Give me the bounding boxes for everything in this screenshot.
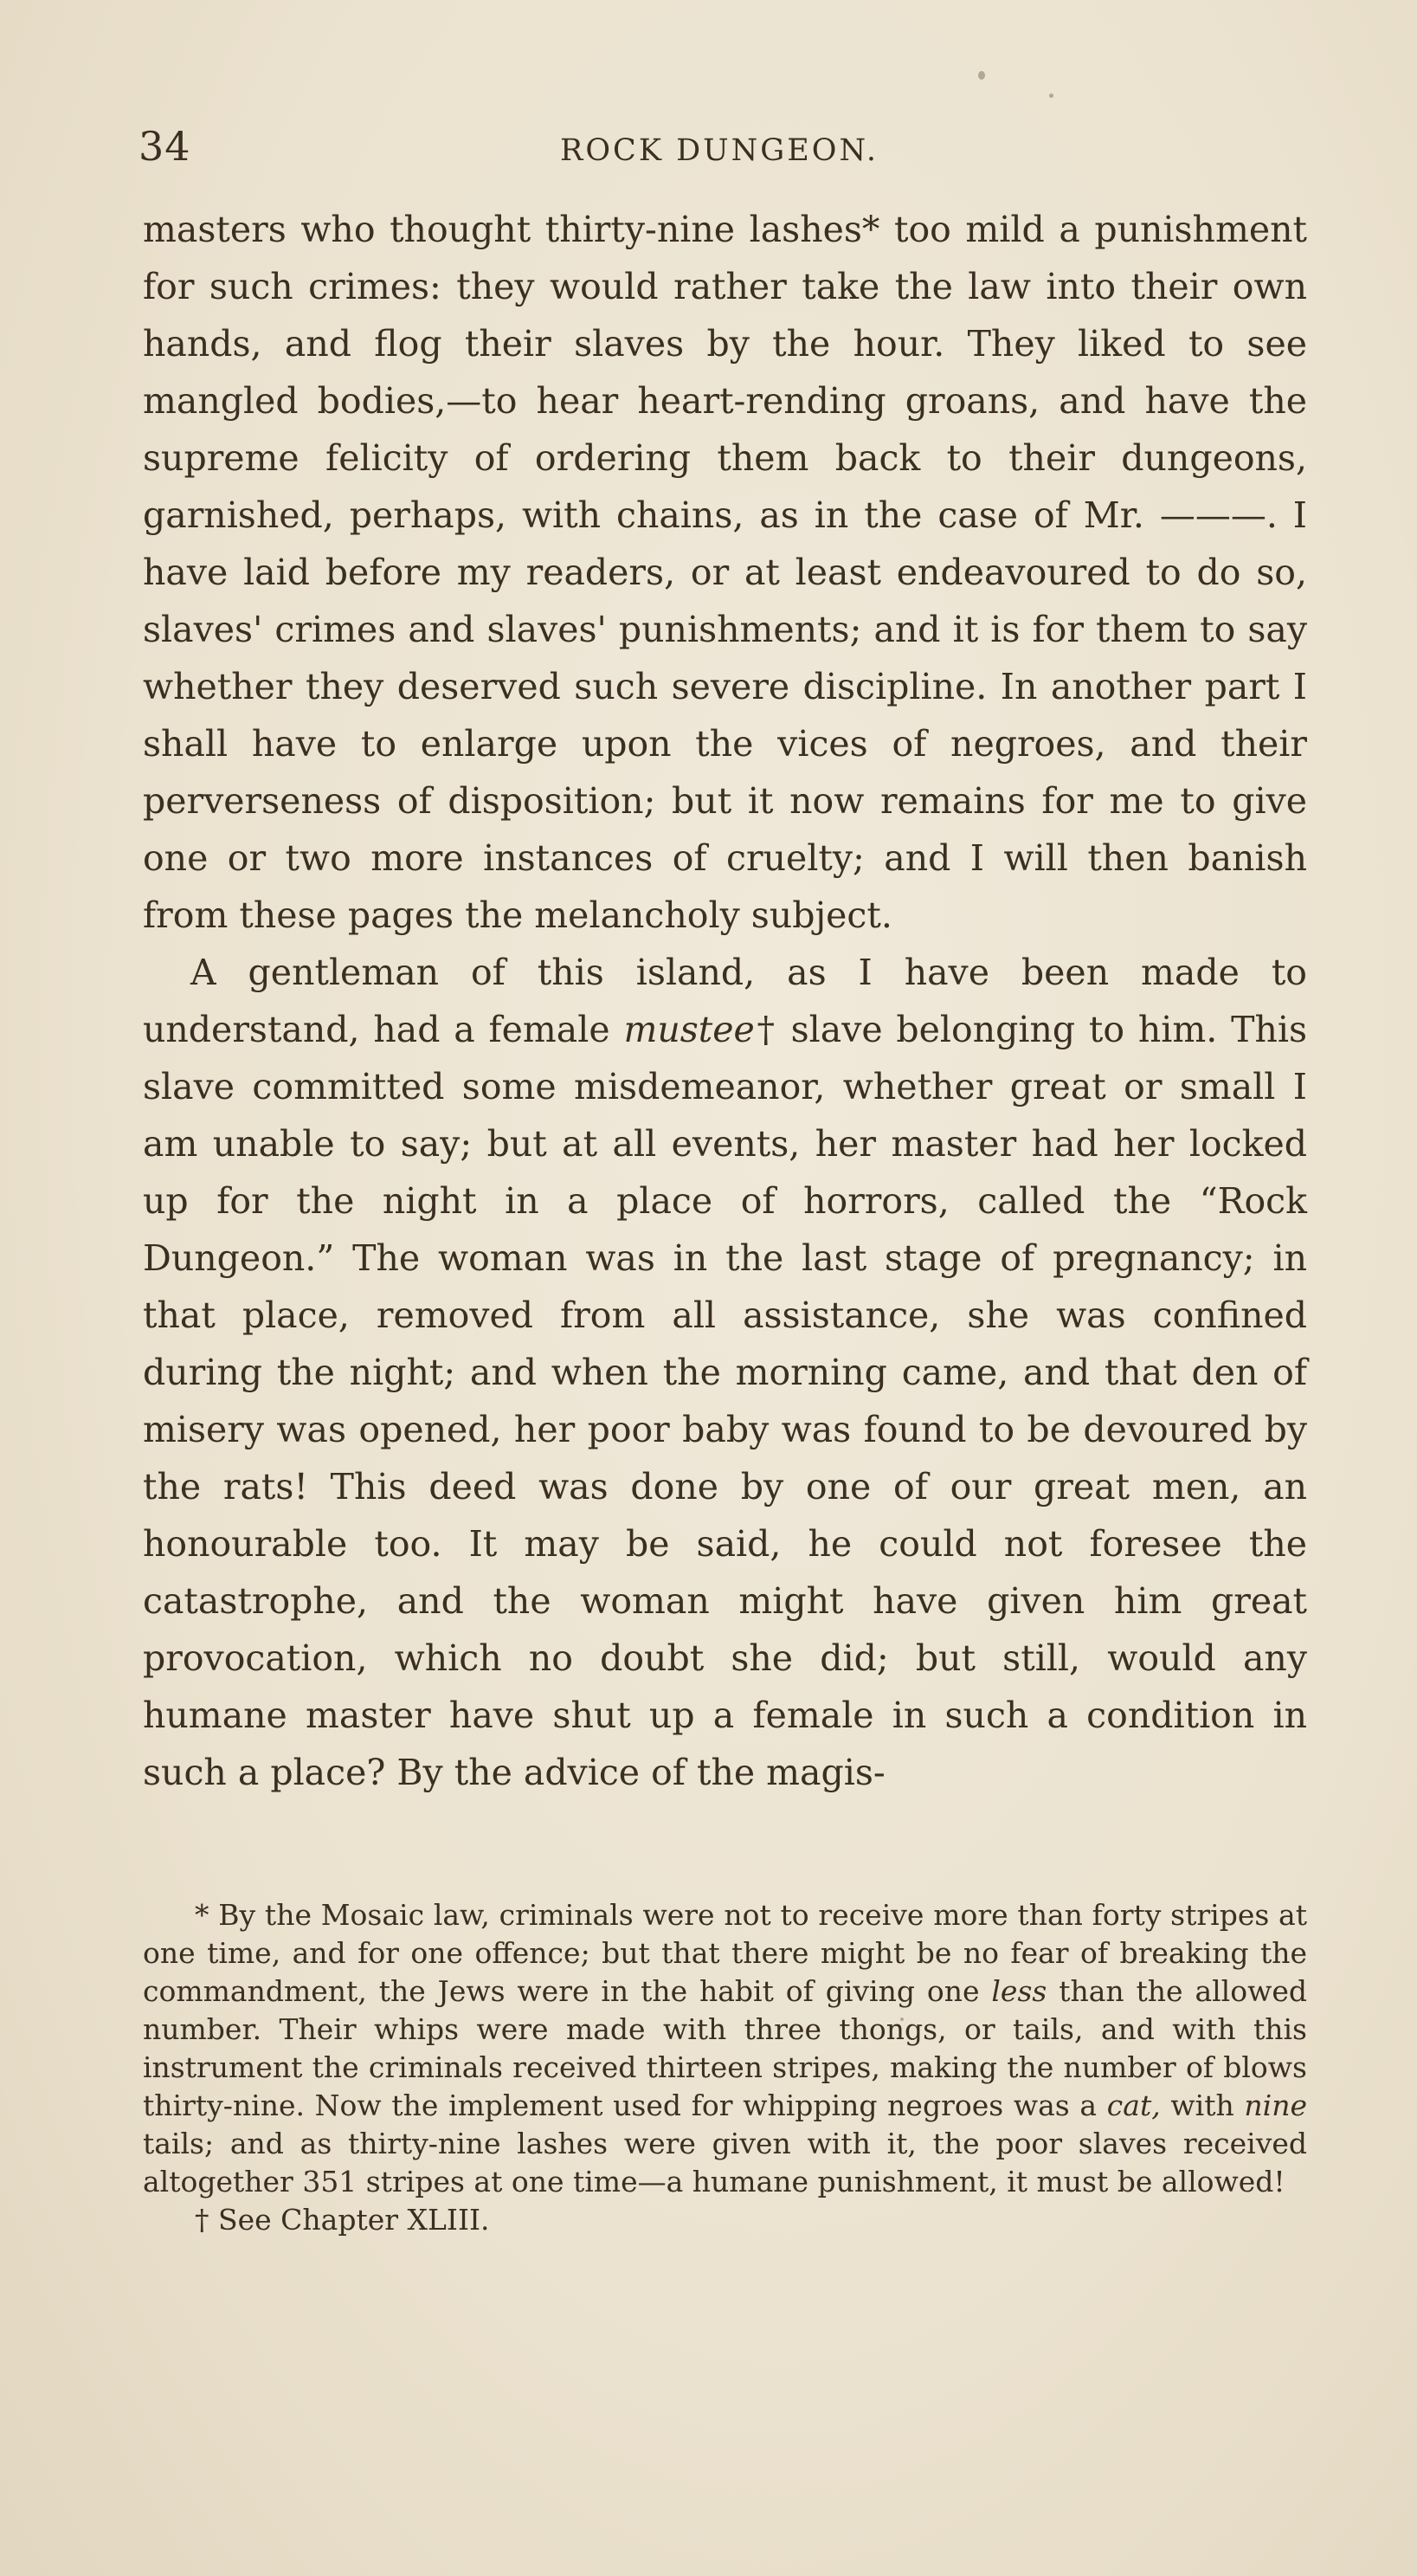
footnote-1-emphasis-nine: nine <box>1244 2089 1308 2122</box>
body-text <box>143 201 1307 1801</box>
paragraph-2-text-b: slave belonging to him. This slave committed some misdemeanor, whether great or small I am unable to say; but at all events, her master had her locked up for the night in a place of horrors, called the “Rock Dungeon.” The woman was in the last stage of pregnancy; in that place, removed from all assistance, she was confined during the night; and when the morning came, and that den of misery was opened, her poor baby was found to be devoured by the rats! This deed was done by one of our great men, an honourable too. It may be said, he could not foresee the catastrophe, and the woman might have given him great provocation, which no doubt she did; but still, would any humane master have shut up a female in such a condition in such a place? By the advice of the magis- <box>143 1009 1308 1793</box>
footnotes <box>143 1896 1307 2239</box>
ink-speck <box>978 71 985 80</box>
paragraph-2 <box>143 944 1307 1801</box>
page-number: 34 <box>138 123 191 170</box>
mustee-term: mustee <box>623 1009 755 1050</box>
footnote-1-emphasis-less: less <box>991 1974 1047 2008</box>
page-header <box>138 123 1307 184</box>
footnote-2: † See Chapter XLIII. <box>195 2203 490 2237</box>
footnote-1-text-d: tails; and as thirty-nine lashes were given with it, the poor slaves received altogether 351 stripes at one time—a humane punishment, it must be allowed! <box>143 2127 1307 2198</box>
running-head: ROCK DUNGEON. <box>560 133 879 168</box>
footnote-1-emphasis-cat: cat, <box>1106 2089 1161 2122</box>
footnote-1-text-b: than the allowed number. Their whips were made with three thongs, or tails, and with this instrument the criminals received thirteen stripes, making the number of blows thirty-nine. Now the implement used for whipping negroes was a <box>143 1974 1307 2122</box>
footnote-ref-dagger: † <box>754 1009 777 1050</box>
footnote-1-text-a: * By the Mosaic law, criminals were not to receive more than forty stripes at one time, and for one offence; but that there might be no fear of breaking the commandment, the Jews were in the habit of giving one <box>143 1898 1307 2008</box>
footnote-1 <box>143 1896 1307 2201</box>
paragraph-1: masters who thought thirty-nine lashes* too mild a punishment for such crimes: they would rather take the law into their own hands, and flog their slaves by the hour. They liked to see mangled bodies,—to hear heart-rending groans, and have the supreme felicity of ordering them back to their dungeons, garnished, perhaps, with chains, as in the case of Mr. ———. I have laid before my readers, or at least endeavoured to do so, slaves' crimes and slaves' punishments; and it is for them to say whether they deserved such severe discipline. In another part I shall have to enlarge upon the vices of negroes, and their perverseness of disposition; but it now remains for me to give one or two more instances of cruelty; and I will then banish from these pages the melancholy subject. <box>143 209 1307 936</box>
ink-speck <box>1049 94 1053 98</box>
paragraph-2-text-a: A gentleman of this island, as I have been made to understand, had a female <box>143 952 1307 1050</box>
footnote-1-text-c: with <box>1160 2089 1245 2122</box>
